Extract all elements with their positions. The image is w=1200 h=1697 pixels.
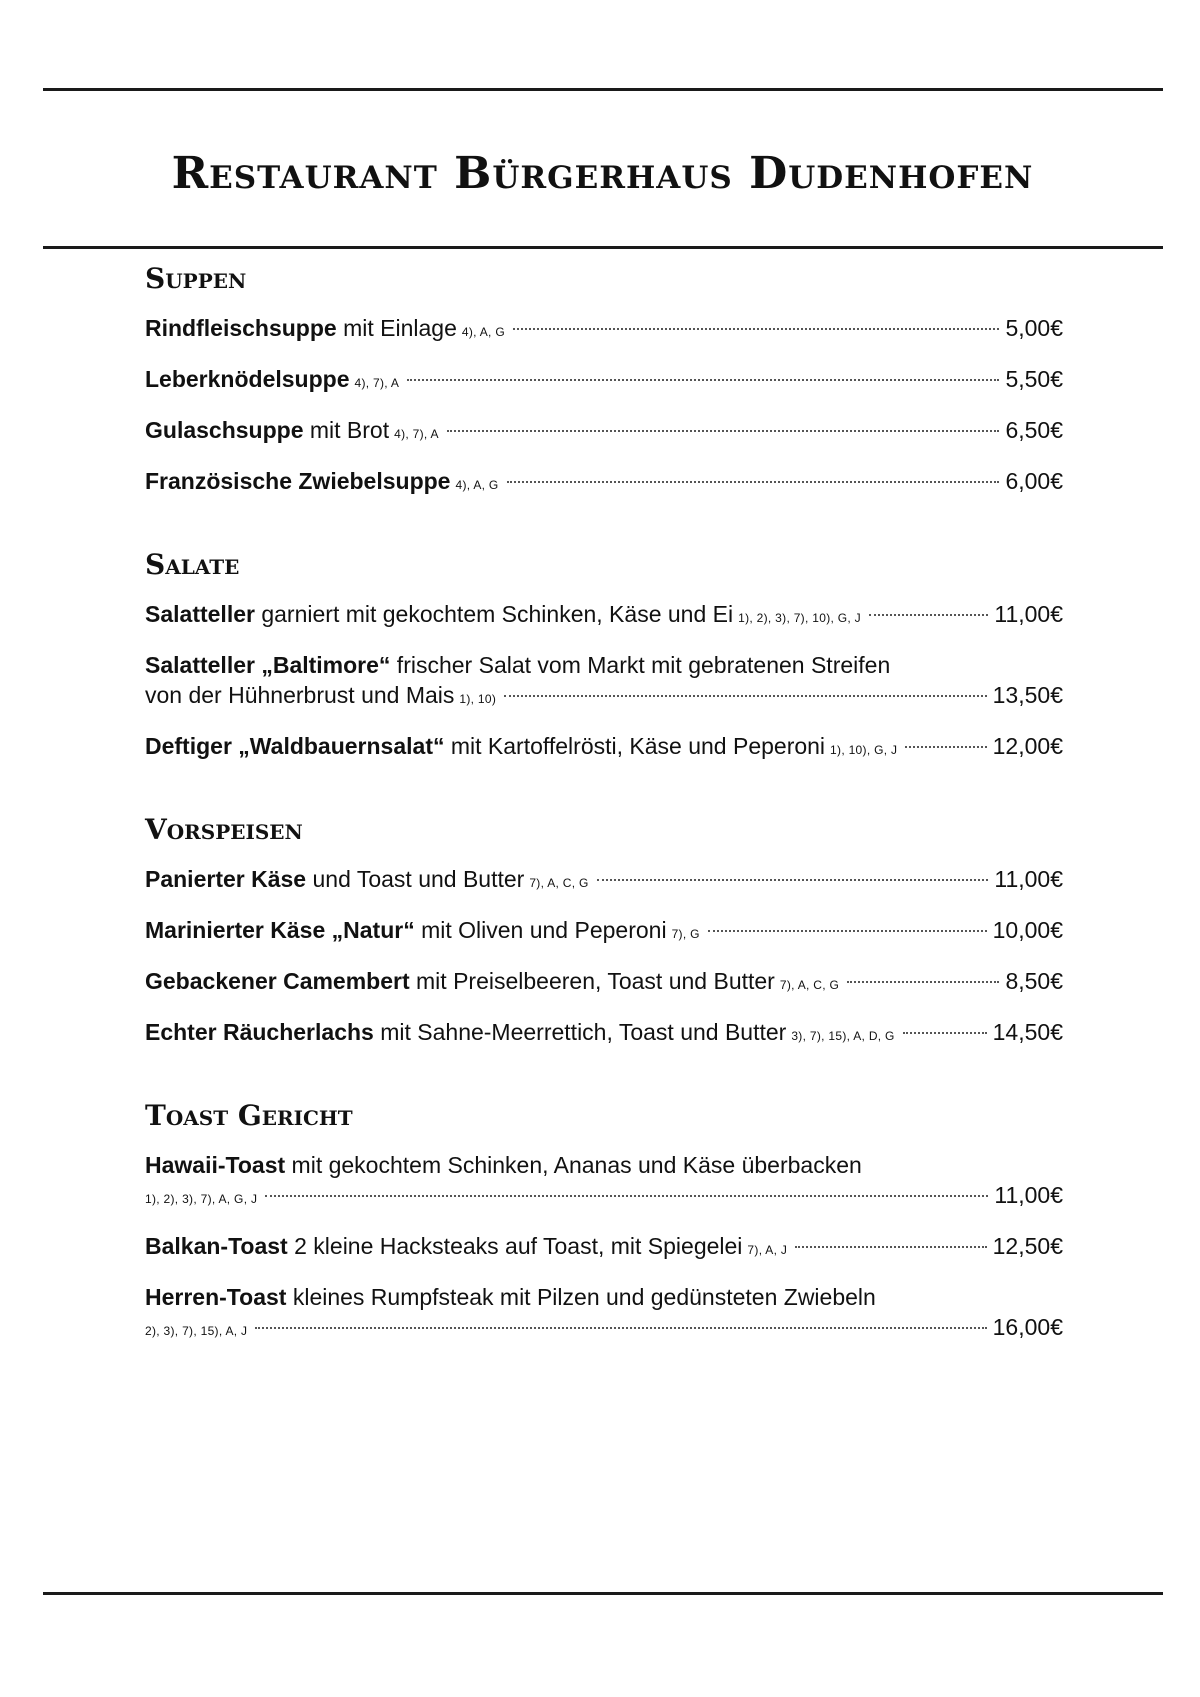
item-price: 8,50€ <box>1005 968 1063 994</box>
section-title: Vorspeisen <box>145 813 303 846</box>
menu-item <box>145 731 1063 765</box>
item-allergens: 1), 10) <box>459 692 497 706</box>
menu-item <box>145 864 1063 898</box>
bottom-rule <box>43 1592 1163 1595</box>
section-toast-gericht <box>145 1099 1063 1346</box>
item-description: mit Oliven und Peperoni <box>414 917 667 943</box>
item-name: Panierter Käse <box>145 866 307 892</box>
menu-item <box>145 650 1063 714</box>
dot-leader <box>265 1195 988 1197</box>
menu-item <box>145 466 1063 500</box>
item-price: 13,50€ <box>992 682 1063 708</box>
item-name: Französische Zwiebelsuppe <box>145 468 451 494</box>
item-price: 11,00€ <box>994 866 1063 892</box>
item-allergens: 4), 7), A <box>354 376 400 390</box>
item-description-cont: von der Hühnerbrust und Mais <box>145 682 455 708</box>
item-name: Marinierter Käse „Natur“ <box>145 917 415 943</box>
item-name: Rindfleischsuppe <box>145 315 337 341</box>
menu-item <box>145 1017 1063 1051</box>
dot-leader <box>504 695 986 697</box>
menu-item <box>145 364 1063 398</box>
menu-item <box>145 966 1063 1000</box>
item-price: 5,00€ <box>1005 315 1063 341</box>
item-allergens: 1), 2), 3), 7), A, G, J <box>145 1192 258 1206</box>
section-vorspeisen <box>145 813 1063 1051</box>
dot-leader <box>905 746 986 748</box>
item-allergens: 7), A, C, G <box>779 978 840 992</box>
menu-item <box>145 1231 1063 1265</box>
dot-leader <box>255 1327 986 1329</box>
item-description: mit Sahne-Meerrettich, Toast und Butter <box>373 1019 787 1045</box>
item-price: 6,50€ <box>1005 417 1063 443</box>
section-title: Salate <box>145 548 240 581</box>
item-description: kleines Rumpfsteak mit Pilzen und gedünsteten Zwiebeln <box>286 1284 876 1310</box>
section-title: Suppen <box>145 262 247 295</box>
section-title: Toast Gericht <box>145 1099 353 1132</box>
item-description: frischer Salat vom Markt mit gebratenen Streifen <box>390 652 891 678</box>
item-allergens: 7), G <box>671 927 700 941</box>
menu-item <box>145 313 1063 347</box>
item-price: 12,50€ <box>992 1233 1063 1259</box>
item-description: mit Kartoffelrösti, Käse und Peperoni <box>444 733 826 759</box>
item-description: mit Einlage <box>336 315 457 341</box>
item-price: 11,00€ <box>994 601 1063 627</box>
item-allergens: 7), A, C, G <box>529 876 589 890</box>
page-title: Restaurant Bürgerhaus Dudenhofen <box>171 148 1034 199</box>
item-allergens: 4), 7), A <box>394 427 439 441</box>
item-name: Echter Räucherlachs <box>145 1019 374 1045</box>
menu-item <box>145 1282 1063 1346</box>
title-rule <box>43 246 1163 249</box>
menu-item <box>145 599 1063 633</box>
item-name: Hawaii-Toast <box>145 1152 286 1178</box>
item-description: und Toast und Butter <box>306 866 525 892</box>
item-name: Gulaschsuppe <box>145 417 304 443</box>
dot-leader <box>795 1246 986 1248</box>
item-price: 16,00€ <box>992 1314 1063 1340</box>
item-price: 10,00€ <box>992 917 1063 943</box>
item-price: 5,50€ <box>1005 366 1063 392</box>
dot-leader <box>597 879 989 881</box>
item-price: 14,50€ <box>992 1019 1063 1045</box>
dot-leader <box>903 1032 987 1034</box>
item-allergens: 1), 10), G, J <box>830 743 898 757</box>
section-suppen <box>145 262 1063 500</box>
item-description: mit gekochtem Schinken, Ananas und Käse überbacken <box>285 1152 862 1178</box>
item-allergens: 4), A, G <box>461 325 505 339</box>
item-price: 6,00€ <box>1005 468 1063 494</box>
item-name: Herren-Toast <box>145 1284 287 1310</box>
item-description: mit Brot <box>303 417 390 443</box>
item-name: Leberknödelsuppe <box>145 366 350 392</box>
item-description: 2 kleine Hacksteaks auf Toast, mit Spiegelei <box>287 1233 743 1259</box>
item-allergens: 4), A, G <box>455 478 499 492</box>
dot-leader <box>847 981 999 983</box>
dot-leader <box>513 328 999 330</box>
menu <box>145 262 1063 1394</box>
item-description: garniert mit gekochtem Schinken, Käse und Ei <box>254 601 734 627</box>
item-allergens: 3), 7), 15), A, D, G <box>791 1029 895 1043</box>
item-name: Balkan-Toast <box>145 1233 288 1259</box>
item-allergens: 7), A, J <box>747 1243 788 1257</box>
section-salate <box>145 548 1063 765</box>
menu-item <box>145 915 1063 949</box>
item-name: Salatteller <box>145 601 255 627</box>
item-price: 12,00€ <box>992 733 1063 759</box>
dot-leader <box>447 430 1000 432</box>
top-rule <box>43 88 1163 91</box>
dot-leader <box>507 481 1000 483</box>
item-allergens: 1), 2), 3), 7), 10), G, J <box>738 611 861 625</box>
menu-item <box>145 1150 1063 1214</box>
dot-leader <box>407 379 999 381</box>
dot-leader <box>708 930 987 932</box>
item-name: Gebackener Camembert <box>145 968 410 994</box>
item-name: Deftiger „Waldbauernsalat“ <box>145 733 445 759</box>
item-price: 11,00€ <box>994 1182 1063 1208</box>
item-name: Salatteller „Baltimore“ <box>145 652 391 678</box>
dot-leader <box>869 614 988 616</box>
item-description: mit Preiselbeeren, Toast und Butter <box>409 968 775 994</box>
menu-item <box>145 415 1063 449</box>
item-allergens: 2), 3), 7), 15), A, J <box>145 1324 248 1338</box>
